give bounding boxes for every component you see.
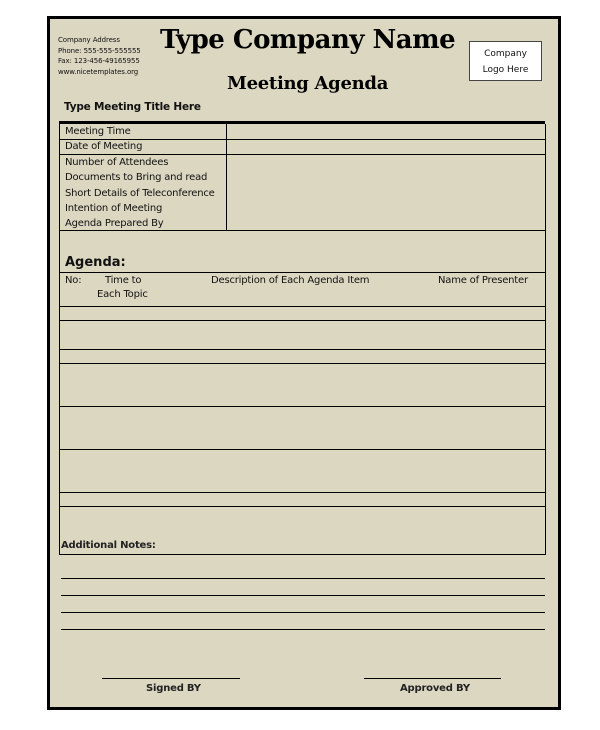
- info-and-agenda-table: [59, 124, 545, 554]
- column-header-time-line2: Each Topic: [97, 289, 148, 300]
- agenda-row-5[interactable]: [60, 407, 545, 449]
- logo-line-1: Company: [484, 49, 527, 59]
- agenda-page: [47, 16, 561, 710]
- agenda-header-top: [59, 272, 546, 273]
- meeting-time-field[interactable]: [227, 124, 545, 139]
- table-bottom-border: [59, 554, 546, 555]
- info-label-date: Date of Meeting: [65, 141, 143, 152]
- info-label-prepared-by: Agenda Prepared By: [65, 218, 164, 229]
- agenda-row-6[interactable]: [60, 450, 545, 492]
- date-of-meeting-field[interactable]: [227, 140, 545, 154]
- info-label-documents: Documents to Bring and read: [65, 172, 208, 183]
- additional-notes-heading: Additional Notes:: [61, 540, 156, 551]
- meeting-details-field[interactable]: [227, 155, 545, 230]
- notes-line-2[interactable]: [61, 595, 545, 596]
- info-section-bottom: [59, 230, 546, 231]
- approved-by-line[interactable]: [364, 678, 501, 679]
- approved-by-label: Approved BY: [400, 683, 470, 694]
- meeting-title[interactable]: Type Meeting Title Here: [64, 101, 201, 113]
- signed-by-line[interactable]: [102, 678, 240, 679]
- company-phone: Phone: 555-555-555555: [58, 46, 141, 55]
- agenda-row-3[interactable]: [60, 350, 545, 363]
- company-fax: Fax: 123-456-49165955: [58, 57, 140, 65]
- document-title: Meeting Agenda: [227, 73, 389, 94]
- logo-line-2: Logo Here: [482, 65, 529, 75]
- notes-line-1[interactable]: [61, 578, 545, 579]
- agenda-heading: Agenda:: [65, 255, 126, 270]
- column-header-no: No:: [65, 275, 82, 286]
- company-website: www.nicetemplates.org: [58, 67, 139, 76]
- notes-line-3[interactable]: [61, 612, 545, 613]
- notes-line-4[interactable]: [61, 629, 545, 630]
- column-header-description: Description of Each Agenda Item: [211, 275, 370, 286]
- company-logo-placeholder[interactable]: [469, 41, 542, 81]
- agenda-row-7[interactable]: [60, 493, 545, 506]
- table-right-border: [545, 124, 546, 554]
- column-header-time-line1: Time to: [105, 275, 142, 286]
- info-label-attendees: Number of Attendees: [65, 157, 169, 168]
- company-name[interactable]: Type Company Name: [160, 25, 456, 55]
- signed-by-label: Signed BY: [146, 683, 201, 694]
- info-label-meeting-time: Meeting Time: [65, 126, 131, 137]
- agenda-row-4[interactable]: [60, 364, 545, 406]
- company-address: Company Address: [58, 36, 120, 44]
- agenda-row-2[interactable]: [60, 321, 545, 349]
- column-header-presenter: Name of Presenter: [438, 275, 528, 286]
- agenda-row-1[interactable]: [60, 307, 545, 320]
- info-label-teleconference: Short Details of Teleconference: [65, 188, 215, 199]
- contact-info: [58, 35, 141, 77]
- info-label-intention: Intention of Meeting: [65, 203, 163, 214]
